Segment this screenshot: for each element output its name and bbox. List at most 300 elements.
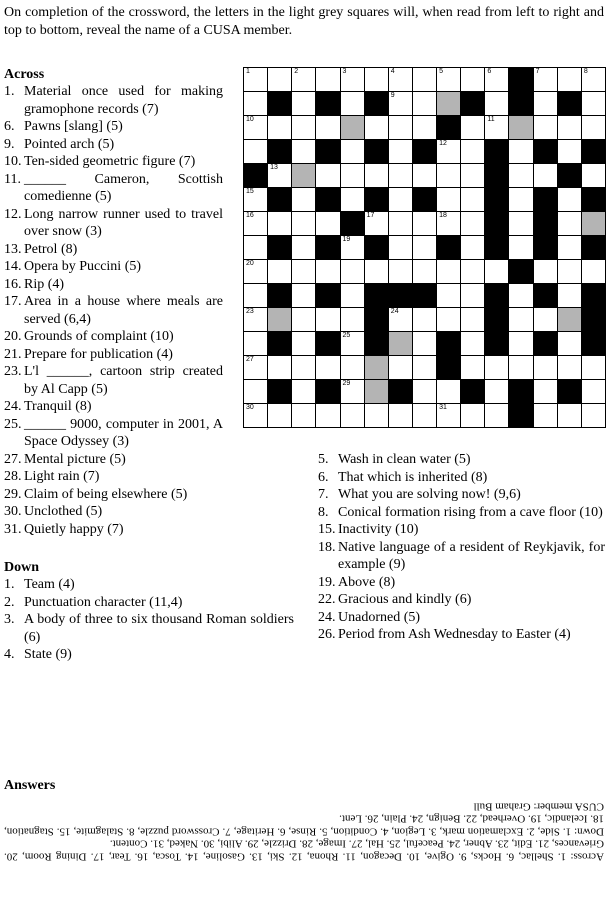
grid-cell[interactable]: [243, 211, 268, 236]
grid-cell[interactable]: [436, 139, 461, 164]
grid-cell[interactable]: [533, 379, 558, 404]
clue-number: 30.: [4, 504, 22, 519]
clue-text: Grounds of complaint (10): [24, 329, 174, 344]
grid-cell-black: [315, 139, 340, 164]
clue-number: 15.: [318, 522, 336, 537]
grid-cell-black: [533, 331, 558, 356]
clue-item: [4, 206, 223, 241]
grid-cell[interactable]: [436, 307, 461, 332]
clue-text: Wash in clean water (5): [338, 452, 471, 467]
grid-cell-black: [533, 187, 558, 212]
grid-cell[interactable]: [460, 139, 485, 164]
cell-number: 1: [246, 68, 250, 75]
intro-text: On completion of the crossword, the letters in the light grey squares will, when read from left to right and top to bottom, reveal the name of a CUSA member.: [4, 5, 604, 38]
down-clues-column: [4, 560, 294, 664]
grid-cell[interactable]: [388, 307, 413, 332]
grid-cell[interactable]: [533, 355, 558, 380]
grid-cell[interactable]: [291, 331, 316, 356]
grid-cell[interactable]: [364, 67, 389, 92]
grid-cell[interactable]: [436, 283, 461, 308]
grid-cell[interactable]: [460, 163, 485, 188]
grid-cell[interactable]: [508, 307, 533, 332]
clue-text: Mental picture (5): [24, 451, 126, 467]
grid-cell[interactable]: [508, 355, 533, 380]
clue-number: 29.: [4, 486, 22, 502]
grid-cell-black: [484, 307, 509, 332]
down-heading: Down: [4, 560, 40, 575]
clue-text: ______ 9000, computer in 2001, A Space Odyssey (3): [24, 416, 223, 449]
grid-cell[interactable]: [388, 187, 413, 212]
grid-cell[interactable]: [460, 283, 485, 308]
crossword-grid[interactable]: [243, 67, 605, 427]
grid-cell-grey[interactable]: [436, 91, 461, 116]
clue-text: Inactivity (10): [338, 522, 419, 537]
cell-number: 26: [583, 332, 592, 339]
grid-cell[interactable]: [436, 67, 461, 92]
grid-cell[interactable]: [364, 259, 389, 284]
grid-cell[interactable]: [364, 163, 389, 188]
grid-cell[interactable]: [508, 139, 533, 164]
grid-cell[interactable]: [557, 115, 582, 140]
grid-cell[interactable]: [533, 403, 558, 428]
grid-cell[interactable]: [460, 67, 485, 92]
grid-cell[interactable]: [388, 91, 413, 116]
grid-cell[interactable]: [315, 403, 340, 428]
grid-cell[interactable]: [388, 211, 413, 236]
grid-cell[interactable]: [557, 283, 582, 308]
clue-item: [4, 136, 223, 154]
cell-number: 11: [487, 116, 495, 123]
grid-cell[interactable]: [581, 115, 606, 140]
grid-cell[interactable]: [267, 259, 292, 284]
clue-item: [4, 293, 223, 328]
across-heading: Across: [4, 67, 45, 82]
grid-cell[interactable]: [291, 67, 316, 92]
grid-cell-black: [412, 187, 437, 212]
cell-number: 3: [342, 68, 347, 75]
grid-cell[interactable]: [243, 355, 268, 380]
grid-cell[interactable]: [581, 379, 606, 404]
answers-upside-down: [4, 800, 604, 863]
clue-text: Prepare for publication (4): [24, 346, 173, 362]
grid-cell[interactable]: [533, 307, 558, 332]
clue-number: 26.: [318, 627, 336, 642]
grid-cell-black: [508, 379, 533, 404]
grid-cell[interactable]: [364, 211, 389, 236]
grid-cell[interactable]: [484, 355, 509, 380]
grid-cell-black: [581, 331, 606, 356]
clue-item: [4, 328, 223, 346]
grid-cell[interactable]: [267, 163, 292, 188]
grid-cell-black: [267, 187, 292, 212]
grid-cell-black: [364, 187, 389, 212]
clue-number: 5.: [318, 452, 329, 467]
cell-number: 5: [439, 68, 443, 75]
grid-cell[interactable]: [412, 163, 437, 188]
grid-cell[interactable]: [460, 307, 485, 332]
grid-cell[interactable]: [533, 67, 558, 92]
grid-cell[interactable]: [581, 163, 606, 188]
clue-number: 1.: [4, 577, 15, 592]
grid-cell[interactable]: [340, 379, 365, 404]
clue-text: L'l ______, cartoon strip created by Al Capp (5): [24, 364, 223, 397]
grid-cell[interactable]: [557, 235, 582, 260]
grid-cell-black: [508, 91, 533, 116]
cell-number: 30: [246, 404, 254, 411]
grid-cell[interactable]: [243, 139, 268, 164]
grid-cell[interactable]: [267, 115, 292, 140]
cell-number: 17: [366, 212, 375, 219]
grid-cell-black: [581, 139, 606, 164]
grid-cell[interactable]: [315, 67, 340, 92]
grid-cell[interactable]: [436, 211, 461, 236]
clue-number: 19.: [318, 574, 336, 590]
grid-cell[interactable]: [388, 67, 413, 92]
clue-text: Pointed arch (5): [24, 136, 115, 152]
grid-cell[interactable]: [267, 211, 292, 236]
grid-cell[interactable]: [340, 355, 365, 380]
clue-item: [4, 153, 223, 171]
grid-cell[interactable]: [557, 67, 582, 92]
clue-text: Unadorned (5): [338, 609, 421, 625]
grid-cell[interactable]: [340, 307, 365, 332]
grid-cell[interactable]: [291, 187, 316, 212]
grid-cell[interactable]: [508, 163, 533, 188]
grid-cell[interactable]: [243, 403, 268, 428]
cell-number: 16: [246, 212, 254, 219]
grid-cell[interactable]: [340, 139, 365, 164]
grid-cell-grey[interactable]: [364, 355, 389, 380]
grid-cell-black: [436, 331, 461, 356]
grid-cell-black: [364, 91, 389, 116]
grid-cell[interactable]: [581, 403, 606, 428]
grid-cell[interactable]: [508, 235, 533, 260]
cell-number: 15: [246, 188, 254, 195]
clue-number: 13.: [4, 241, 22, 257]
grid-cell[interactable]: [340, 163, 365, 188]
clue-item: [318, 609, 605, 627]
cell-number: 20: [246, 260, 254, 267]
grid-cell-grey[interactable]: [508, 115, 533, 140]
grid-cell[interactable]: [557, 139, 582, 164]
grid-cell-black: [315, 331, 340, 356]
grid-cell[interactable]: [243, 283, 268, 308]
grid-cell[interactable]: [243, 379, 268, 404]
grid-cell[interactable]: [267, 67, 292, 92]
grid-cell-grey[interactable]: [388, 331, 413, 356]
grid-cell[interactable]: [508, 331, 533, 356]
clue-item: [318, 591, 605, 609]
grid-cell[interactable]: [460, 235, 485, 260]
grid-cell[interactable]: [557, 211, 582, 236]
grid-cell[interactable]: [243, 67, 268, 92]
grid-cell[interactable]: [340, 283, 365, 308]
grid-cell[interactable]: [315, 211, 340, 236]
grid-cell-black: [557, 91, 582, 116]
grid-cell[interactable]: [388, 139, 413, 164]
grid-cell[interactable]: [412, 379, 437, 404]
grid-cell[interactable]: [291, 355, 316, 380]
grid-cell[interactable]: [533, 91, 558, 116]
grid-cell[interactable]: [315, 115, 340, 140]
grid-cell[interactable]: [388, 163, 413, 188]
grid-cell-black: [484, 163, 509, 188]
clue-text: Light rain (7): [24, 469, 100, 484]
grid-cell[interactable]: [291, 259, 316, 284]
grid-cell[interactable]: [315, 259, 340, 284]
grid-cell[interactable]: [557, 259, 582, 284]
clue-number: 23.: [4, 364, 22, 379]
clue-text: Above (8): [338, 574, 396, 590]
grid-cell[interactable]: [340, 91, 365, 116]
grid-cell[interactable]: [291, 403, 316, 428]
across-clues-column: [4, 67, 223, 538]
grid-cell[interactable]: [460, 211, 485, 236]
grid-cell-black: [508, 67, 533, 92]
grid-cell[interactable]: [243, 91, 268, 116]
grid-cell[interactable]: [291, 211, 316, 236]
grid-cell-grey[interactable]: [557, 307, 582, 332]
grid-cell-black: [581, 235, 606, 260]
grid-cell-black: [508, 403, 533, 428]
grid-cell[interactable]: [484, 259, 509, 284]
grid-cell[interactable]: [291, 91, 316, 116]
grid-cell-black: [267, 139, 292, 164]
clue-text: Team (4): [24, 577, 75, 592]
grid-cell[interactable]: [508, 211, 533, 236]
clue-number: 6.: [4, 119, 15, 134]
grid-cell[interactable]: [243, 259, 268, 284]
grid-cell[interactable]: [484, 115, 509, 140]
grid-cell[interactable]: [484, 403, 509, 428]
grid-cell-black: [364, 235, 389, 260]
clue-item: [4, 118, 223, 136]
grid-cell[interactable]: [315, 355, 340, 380]
clue-text: Opera by Puccini (5): [24, 259, 142, 274]
grid-cell-black: [484, 331, 509, 356]
grid-cell[interactable]: [243, 115, 268, 140]
grid-cell[interactable]: [364, 115, 389, 140]
grid-cell[interactable]: [291, 115, 316, 140]
grid-cell[interactable]: [340, 235, 365, 260]
clue-item: [4, 346, 223, 364]
grid-cell[interactable]: [315, 307, 340, 332]
grid-cell[interactable]: [436, 379, 461, 404]
grid-cell-grey[interactable]: [364, 379, 389, 404]
clue-item: [318, 486, 605, 504]
grid-cell[interactable]: [243, 235, 268, 260]
grid-cell-black: [436, 355, 461, 380]
clue-text: Conical formation rising from a cave floor (10): [338, 504, 603, 520]
grid-cell[interactable]: [581, 355, 606, 380]
grid-cell[interactable]: [340, 259, 365, 284]
clue-text: Claim of being elsewhere (5): [24, 486, 188, 502]
clue-text: That which is inherited (8): [338, 469, 488, 485]
grid-cell-black: [267, 235, 292, 260]
grid-cell[interactable]: [340, 331, 365, 356]
grid-cell[interactable]: [460, 187, 485, 212]
grid-cell[interactable]: [412, 331, 437, 356]
grid-cell[interactable]: [412, 91, 437, 116]
clue-number: 1.: [4, 84, 15, 99]
clue-number: 31.: [4, 521, 22, 537]
answers-across: Across: 1. Shellac, 6. Hocks, 9. Ogive, 10. Decagon, 11. Rhona, 12. Ski, 13. Gasoline, 14. Tosca, 16. Tear, 17. Dining Room, 20. Grievances, 21. Edit, 23. Abner, 24. Peaceful, 25. Hal, 27. Image, 28. Drizzle, 29. Alibi, 30. Naked, 31. Content.: [4, 838, 604, 863]
grid-cell[interactable]: [291, 139, 316, 164]
grid-cell[interactable]: [436, 187, 461, 212]
grid-cell[interactable]: [315, 163, 340, 188]
clue-item: [318, 626, 605, 644]
grid-cell[interactable]: [581, 91, 606, 116]
grid-cell[interactable]: [484, 379, 509, 404]
grid-cell[interactable]: [533, 115, 558, 140]
grid-cell[interactable]: [436, 403, 461, 428]
clue-number: 9.: [4, 136, 15, 152]
grid-cell-black: [267, 331, 292, 356]
grid-cell[interactable]: [243, 331, 268, 356]
clue-text: Material once used for making gramophone records (7): [24, 84, 223, 117]
grid-cell[interactable]: [557, 187, 582, 212]
cell-number: 13: [270, 164, 278, 171]
clue-item: [4, 83, 223, 118]
grid-cell-grey[interactable]: [267, 307, 292, 332]
grid-cell[interactable]: [412, 403, 437, 428]
grid-cell[interactable]: [412, 307, 437, 332]
grid-cell[interactable]: [340, 187, 365, 212]
grid-cell[interactable]: [340, 67, 365, 92]
clue-item: [4, 611, 294, 646]
grid-cell-black: [533, 283, 558, 308]
grid-cell[interactable]: [412, 67, 437, 92]
grid-cell[interactable]: [460, 115, 485, 140]
grid-cell-black: [436, 115, 461, 140]
grid-cell-black: [533, 235, 558, 260]
grid-cell[interactable]: [412, 355, 437, 380]
clue-number: 11.: [4, 171, 21, 187]
grid-cell[interactable]: [484, 67, 509, 92]
grid-cell[interactable]: [533, 163, 558, 188]
grid-cell-black: [364, 307, 389, 332]
grid-cell-grey[interactable]: [581, 211, 606, 236]
grid-cell-black: [484, 211, 509, 236]
answers-down: Down: 1. Side, 2. Exclamation mark, 3. Legion, 4. Condition, 5. Rinse, 6. Heritage, 7. Crossword puzzle, 8. Stalagmite, 15. Stagnation, 18. Icelandic, 19. Overhead, 22. Benign, 24. Plain, 26. Lent.: [4, 813, 604, 838]
clue-number: 20.: [4, 329, 22, 344]
grid-cell[interactable]: [508, 187, 533, 212]
grid-cell[interactable]: [557, 331, 582, 356]
grid-cell[interactable]: [460, 403, 485, 428]
grid-cell-black: [315, 379, 340, 404]
clue-item: [318, 539, 605, 574]
clue-number: 28.: [4, 469, 22, 484]
grid-cell-black: [557, 163, 582, 188]
grid-cell[interactable]: [533, 259, 558, 284]
clue-text: Ten-sided geometric figure (7): [24, 154, 196, 169]
grid-cell-black: [484, 139, 509, 164]
clue-number: 4.: [4, 647, 15, 662]
grid-cell[interactable]: [388, 403, 413, 428]
grid-cell[interactable]: [581, 259, 606, 284]
clue-text: ______ Cameron, Scottish comedienne (5): [24, 171, 223, 204]
clue-text: Pawns [slang] (5): [24, 119, 123, 134]
clue-item: [318, 504, 605, 522]
grid-cell-black: [267, 91, 292, 116]
clue-number: 27.: [4, 451, 22, 467]
clue-item: [4, 521, 223, 539]
grid-cell-black: [484, 187, 509, 212]
clue-item: [4, 503, 223, 521]
grid-cell[interactable]: [412, 259, 437, 284]
grid-cell-black: [460, 379, 485, 404]
clue-number: 7.: [318, 487, 329, 502]
grid-cell[interactable]: [557, 355, 582, 380]
grid-cell[interactable]: [340, 403, 365, 428]
grid-cell[interactable]: [243, 187, 268, 212]
clue-number: 2.: [4, 594, 15, 610]
grid-cell[interactable]: [291, 379, 316, 404]
cell-number: 2: [294, 68, 299, 75]
grid-cell-black: [484, 283, 509, 308]
grid-cell-black: [581, 187, 606, 212]
grid-cell-black: [315, 235, 340, 260]
grid-cell[interactable]: [388, 235, 413, 260]
clue-number: 21.: [4, 346, 22, 362]
grid-cell[interactable]: [484, 91, 509, 116]
clue-text: Gracious and kindly (6): [338, 592, 472, 607]
grid-cell[interactable]: [508, 283, 533, 308]
grid-cell-black: [508, 259, 533, 284]
clue-number: 6.: [318, 469, 329, 485]
grid-cell[interactable]: [243, 307, 268, 332]
grid-cell[interactable]: [412, 115, 437, 140]
grid-cell[interactable]: [436, 163, 461, 188]
grid-cell[interactable]: [460, 259, 485, 284]
grid-cell[interactable]: [267, 355, 292, 380]
grid-cell-black: [412, 283, 437, 308]
clue-item: [4, 646, 294, 664]
grid-cell[interactable]: [364, 403, 389, 428]
clue-number: 17.: [4, 294, 22, 309]
clue-item: [4, 486, 223, 504]
grid-cell[interactable]: [460, 331, 485, 356]
cell-number: 10: [246, 116, 254, 123]
grid-cell[interactable]: [460, 355, 485, 380]
grid-cell[interactable]: [291, 235, 316, 260]
grid-cell[interactable]: [581, 67, 606, 92]
grid-cell[interactable]: [291, 283, 316, 308]
grid-cell[interactable]: [388, 115, 413, 140]
grid-cell[interactable]: [436, 259, 461, 284]
grid-cell[interactable]: [412, 235, 437, 260]
grid-cell[interactable]: [388, 355, 413, 380]
grid-cell[interactable]: [388, 259, 413, 284]
clue-number: 22.: [318, 592, 336, 607]
clue-item: [4, 363, 223, 398]
cell-number: 31: [439, 404, 447, 411]
grid-cell[interactable]: [412, 211, 437, 236]
grid-cell-grey[interactable]: [291, 163, 316, 188]
clue-item: [4, 258, 223, 276]
clue-item: [4, 398, 223, 416]
clue-item: [4, 576, 294, 594]
clue-item: [4, 171, 223, 206]
clue-item: [4, 594, 294, 612]
grid-cell-grey[interactable]: [340, 115, 365, 140]
clue-item: [4, 451, 223, 469]
grid-cell[interactable]: [267, 403, 292, 428]
clue-number: 12.: [4, 206, 22, 222]
grid-cell[interactable]: [291, 307, 316, 332]
grid-cell[interactable]: [557, 403, 582, 428]
cell-number: 6: [487, 68, 492, 75]
